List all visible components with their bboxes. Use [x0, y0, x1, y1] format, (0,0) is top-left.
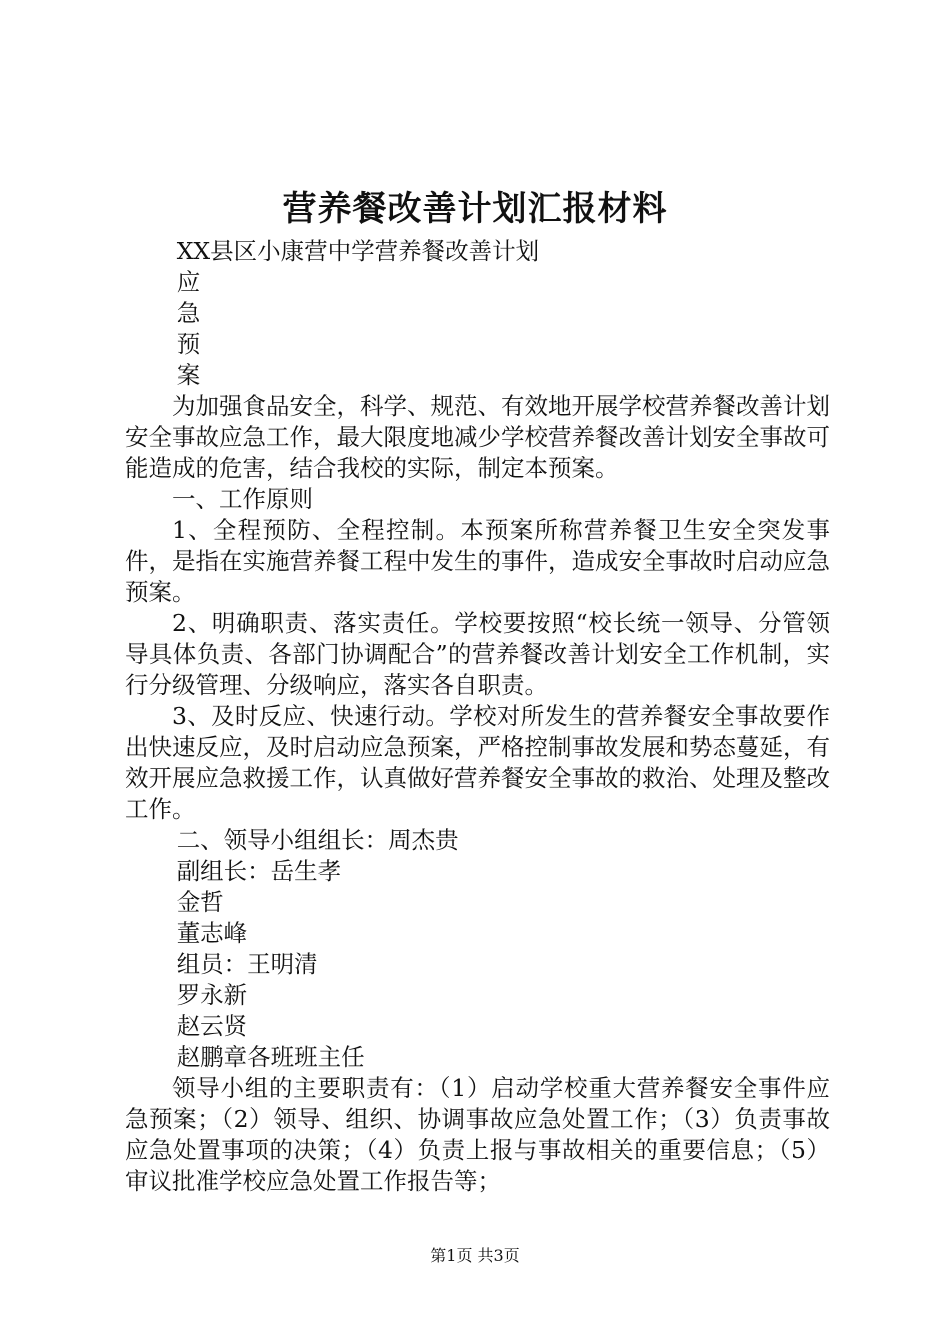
member-line: 赵云贤	[176, 1012, 248, 1040]
section-heading: 一、工作原则	[172, 485, 313, 513]
principle-paragraph: 3、及时反应、快速行动。学校对所发生的营养餐安全事故要作出快速反应，及时启动应急预案，严格控制事故发展和势态蔓延，有效开展应急救援工作，认真做好营养餐安全事故的救治、处理及整改工作。	[125, 702, 830, 823]
vertical-char-line: 预	[176, 330, 201, 358]
principle-paragraph: 1、全程预防、全程控制。本预案所称营养餐卫生安全突发事件，是指在实施营养餐工程中发生的事件，造成安全事故时启动应急预案。	[125, 516, 830, 606]
vertical-char-line: 应	[176, 268, 201, 296]
duties-paragraph: 领导小组的主要职责有：（1）启动学校重大营养餐安全事件应急预案；（2）领导、组织、协调事故应急处置工作；（3）负责事故应急处置事项的决策；（4）负责上报与事故相关的重要信息；（5）审议批准学校应急处置工作报告等；	[125, 1074, 830, 1195]
member-line: 金哲	[176, 888, 224, 916]
member-line: 二、领导小组组长：周杰贵	[176, 826, 459, 854]
intro-paragraph: 为加强食品安全，科学、规范、有效地开展学校营养餐改善计划安全事故应急工作，最大限度地减少学校营养餐改善计划安全事故可能造成的危害，结合我校的实际，制定本预案。	[125, 392, 830, 482]
document-title: 营养餐改善计划汇报材料	[282, 189, 668, 229]
page-number: 第1页 共3页	[430, 1246, 520, 1265]
member-line: 组员：王明清	[176, 950, 318, 978]
member-line: 董志峰	[176, 919, 248, 947]
document-body	[125, 236, 830, 1197]
vertical-char-line: 案	[176, 361, 201, 389]
member-line: 罗永新	[176, 981, 248, 1009]
principle-paragraph: 2、明确职责、落实责任。学校要按照“校长统一领导、分管领导具体负责、各部门协调配合”的营养餐改善计划安全工作机制，实行分级管理、分级响应，落实各自职责。	[125, 609, 830, 699]
member-line: 赵鹏章各班班主任	[176, 1043, 365, 1071]
subtitle-line: XX县区小康营中学营养餐改善计划	[176, 237, 540, 265]
vertical-char-line: 急	[176, 299, 201, 327]
member-line: 副组长：岳生孝	[176, 857, 342, 885]
